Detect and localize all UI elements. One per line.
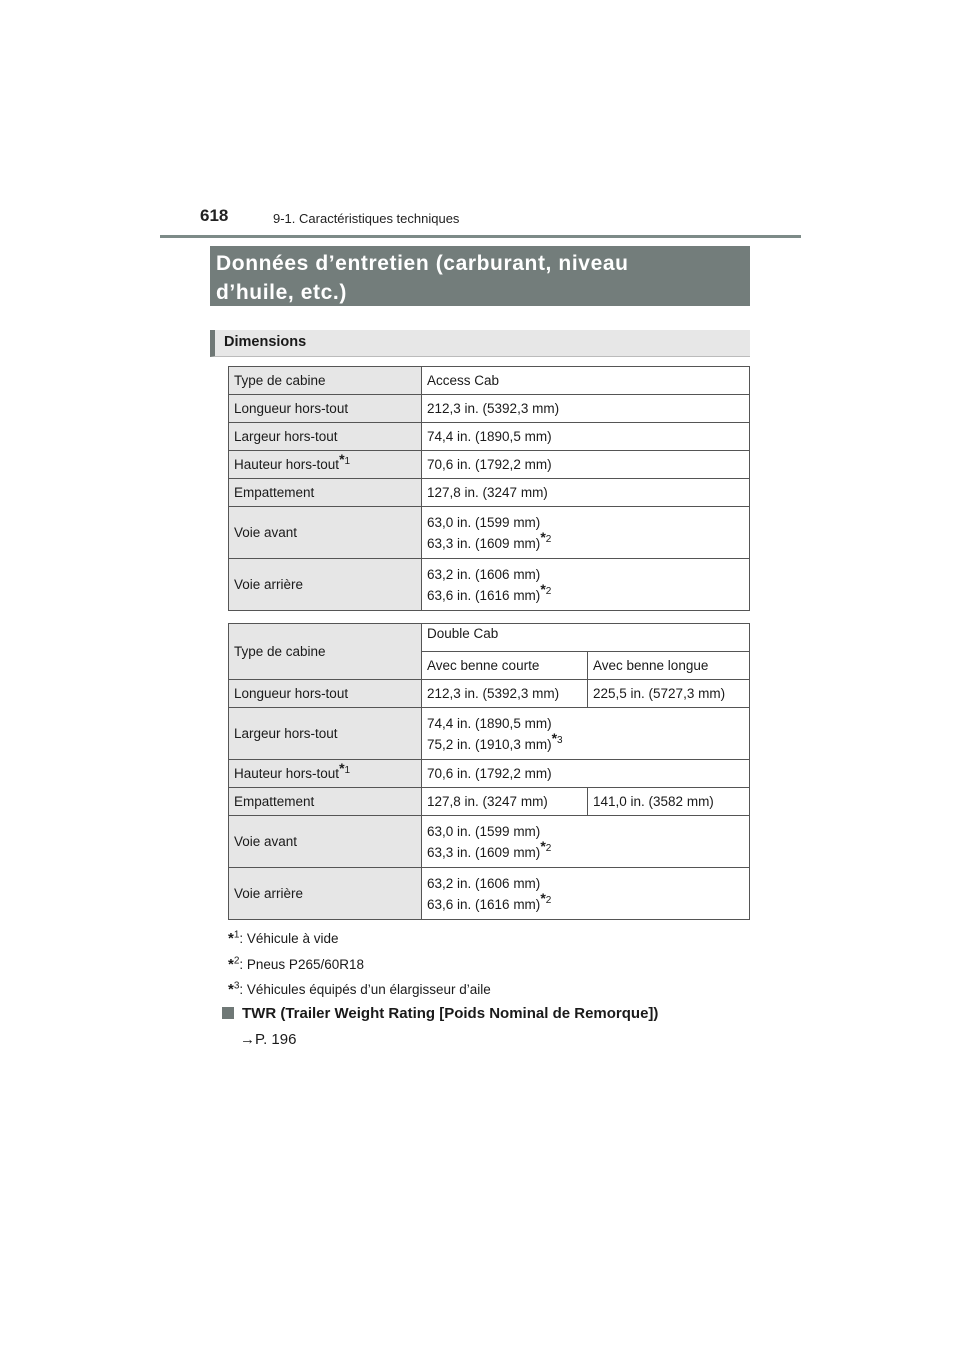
twr-heading [222,1005,658,1022]
cell-value [422,559,750,611]
page-reference-link[interactable]: →P. 196 [240,1031,297,1048]
title-line-1: Données d’entretien (carburant, niveau [216,252,629,275]
cell-value [422,868,750,920]
table-row [229,760,750,788]
value-line: 63,3 in. (1609 mm)$^{*2}$ [427,529,552,551]
footnote-ref: *1 [339,759,351,776]
cell-value [422,816,750,868]
value-line: 63,2 in. (1606 mm) [427,566,541,582]
cell-value: 70,6 in. (1792,2 mm) [422,760,750,788]
page-header [160,203,801,238]
cell-value: 141,0 in. (3582 mm) [588,788,750,816]
double-cab-table [228,623,750,920]
cell-value: 225,5 in. (5727,3 mm) [588,680,750,708]
cell-label: Empattement [229,788,422,816]
cell-value: Access Cab [422,367,750,395]
cell-label: Largeur hors-tout [229,708,422,760]
title-line-2: d’huile, etc.) [216,281,347,304]
cell-value: Avec benne longue [588,652,750,680]
table-row [229,680,750,708]
cell-label: Longueur hors-tout [229,680,422,708]
table-row [229,507,750,559]
footnote-text: : Pneus P265/60R18 [239,956,364,972]
footnote-text: : Véhicule à vide [239,931,339,946]
cell-label: Voie avant [229,816,422,868]
cell-label [229,451,422,479]
section-path: 9-1. Caractéristiques techniques [273,211,460,226]
footnote-ref: *2 [540,581,552,597]
footnote: *$^2$: Pneus P265/60R18 [228,955,364,973]
value-line: 63,0 in. (1599 mm) [427,823,541,839]
footnote-ref: *2 [540,529,552,545]
table-row [229,708,750,760]
table-row [229,423,750,451]
value-line: 75,2 in. (1910,3 mm)$^{*3}$ [427,730,563,752]
page-number: 618 [200,206,229,225]
cell-label: Empattement [229,479,422,507]
footnote: *$^3$: Véhicules équipés d’un élargisseur d’aile [228,980,491,998]
footnote-ref: *2 [540,890,552,906]
page-title [210,246,750,306]
cell-label: Longueur hors-tout [229,395,422,423]
table-row [229,479,750,507]
cell-value: 127,8 in. (3247 mm) [422,479,750,507]
cell-value: 212,3 in. (5392,3 mm) [422,395,750,423]
cell-label [229,760,422,788]
square-bullet-icon [222,1007,234,1019]
table-row [229,624,750,652]
table-row [229,367,750,395]
label-text: Hauteur hors-tout [234,457,340,472]
value-line: 63,6 in. (1616 mm)$^{*2}$ [427,581,552,603]
cell-label: Type de cabine [229,624,422,680]
cell-value: Avec benne courte [422,652,588,680]
access-cab-table [228,366,750,611]
footnote: *$^1$: Véhicule à vide [228,929,339,947]
value-line: 63,6 in. (1616 mm)$^{*2}$ [427,890,552,912]
table-row [229,816,750,868]
subsection-heading: Dimensions [210,330,750,357]
footnote-ref: *2 [540,838,552,854]
cell-label: Voie arrière [229,559,422,611]
value-line: 63,3 in. (1609 mm)$^{*2}$ [427,838,552,860]
cell-value [422,507,750,559]
table-row [229,868,750,920]
cell-label: Type de cabine [229,367,422,395]
cell-value [422,708,750,760]
value-line: 63,0 in. (1599 mm) [427,514,541,530]
label-text: Hauteur hors-tout [234,766,340,781]
footnotes [228,926,491,1003]
footnote-ref: *1 [339,450,351,467]
table-row [229,395,750,423]
table-row [229,559,750,611]
table-row [229,451,750,479]
value-line: 63,2 in. (1606 mm) [427,875,541,891]
cell-value: 212,3 in. (5392,3 mm) [422,680,588,708]
footnote-ref: *3 [551,730,563,746]
value-line: 74,4 in. (1890,5 mm) [427,715,552,731]
cell-value: Double Cab [422,624,750,652]
cell-label: Voie arrière [229,868,422,920]
cell-label: Largeur hors-tout [229,423,422,451]
cell-value: 74,4 in. (1890,5 mm) [422,423,750,451]
cell-label: Voie avant [229,507,422,559]
cell-value: 70,6 in. (1792,2 mm) [422,451,750,479]
cell-value: 127,8 in. (3247 mm) [422,788,588,816]
table-row [229,788,750,816]
footnote-text: : Véhicules équipés d’un élargisseur d’aile [239,982,491,997]
twr-title: TWR (Trailer Weight Rating [Poids Nominal de Remorque]) [242,1005,659,1022]
